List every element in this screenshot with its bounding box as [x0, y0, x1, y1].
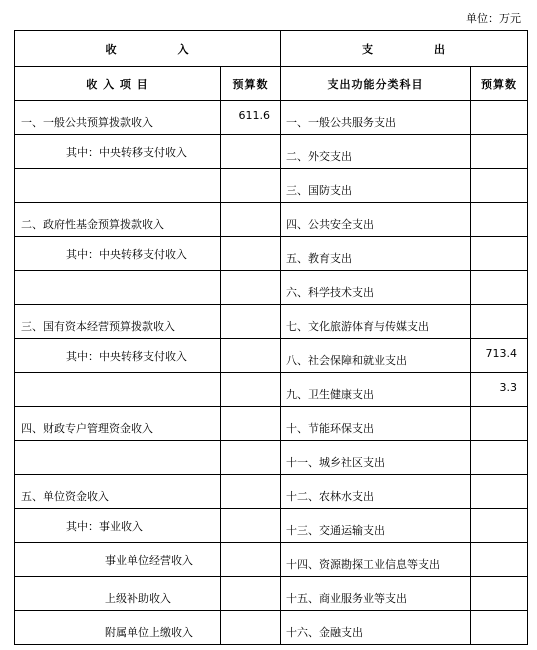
income-amount [221, 373, 281, 407]
table-row [15, 441, 528, 475]
table-row [15, 101, 528, 135]
income-amount [221, 169, 281, 203]
income-item [15, 169, 221, 203]
expense-item: 二、外交支出 [281, 135, 471, 169]
income-item: 四、财政专户管理资金收入 [15, 407, 221, 441]
expense-item: 八、社会保障和就业支出 [281, 339, 471, 373]
income-amount-header: 预算数 [221, 67, 281, 101]
income-amount [221, 305, 281, 339]
income-amount [221, 407, 281, 441]
table-row [15, 339, 528, 373]
expense-item: 十六、金融支出 [281, 611, 471, 645]
income-amount [221, 475, 281, 509]
expense-amount [471, 169, 528, 203]
income-item: 事业单位经营收入 [15, 543, 221, 577]
expense-item: 五、教育支出 [281, 237, 471, 271]
income-item [15, 441, 221, 475]
expense-item-header: 支出功能分类科目 [281, 67, 471, 101]
expense-amount [471, 441, 528, 475]
income-amount [221, 237, 281, 271]
income-item: 其中：中央转移支付收入 [15, 339, 221, 373]
unit-label: 单位：万元 [466, 12, 521, 25]
expense-amount-header: 预算数 [471, 67, 528, 101]
expense-item: 一、一般公共服务支出 [281, 101, 471, 135]
income-amount [221, 271, 281, 305]
income-amount [221, 203, 281, 237]
expense-amount [471, 237, 528, 271]
table-header-row [15, 31, 528, 67]
income-item: 其中：事业收入 [15, 509, 221, 543]
expense-amount [471, 577, 528, 611]
expense-item: 十五、商业服务业等支出 [281, 577, 471, 611]
expense-item: 十三、交通运输支出 [281, 509, 471, 543]
income-item: 二、政府性基金预算拨款收入 [15, 203, 221, 237]
expense-section-header: 支 出 [281, 31, 528, 67]
income-amount [221, 611, 281, 645]
expense-amount [471, 271, 528, 305]
expense-amount [471, 543, 528, 577]
income-amount [221, 339, 281, 373]
income-item [15, 271, 221, 305]
budget-table [14, 30, 528, 645]
income-amount [221, 509, 281, 543]
expense-amount [471, 475, 528, 509]
income-item: 三、国有资本经营预算拨款收入 [15, 305, 221, 339]
table-row [15, 271, 528, 305]
table-row [15, 373, 528, 407]
table-subheader-row [15, 67, 528, 101]
expense-amount: 713.4 [471, 339, 528, 373]
expense-item: 十、节能环保支出 [281, 407, 471, 441]
expense-item: 十二、农林水支出 [281, 475, 471, 509]
income-item [15, 373, 221, 407]
table-row [15, 475, 528, 509]
income-item: 一、一般公共预算拨款收入 [15, 101, 221, 135]
table-row [15, 407, 528, 441]
table-row [15, 543, 528, 577]
income-item-header: 收 入 项 目 [15, 67, 221, 101]
expense-amount [471, 305, 528, 339]
expense-item: 九、卫生健康支出 [281, 373, 471, 407]
table-row [15, 509, 528, 543]
table-row [15, 135, 528, 169]
income-amount [221, 543, 281, 577]
table-row [15, 237, 528, 271]
expense-item: 三、国防支出 [281, 169, 471, 203]
table-row [15, 305, 528, 339]
income-amount [221, 441, 281, 475]
income-item: 其中：中央转移支付收入 [15, 237, 221, 271]
income-item: 上级补助收入 [15, 577, 221, 611]
expense-amount [471, 135, 528, 169]
income-amount [221, 135, 281, 169]
expense-amount [471, 611, 528, 645]
table-row [15, 169, 528, 203]
table-row [15, 611, 528, 645]
expense-item: 六、科学技术支出 [281, 271, 471, 305]
income-item: 其中：中央转移支付收入 [15, 135, 221, 169]
expense-item: 十四、资源勘探工业信息等支出 [281, 543, 471, 577]
income-amount [221, 577, 281, 611]
table-row [15, 577, 528, 611]
expense-amount [471, 509, 528, 543]
income-item: 附属单位上缴收入 [15, 611, 221, 645]
income-amount: 611.6 [221, 101, 281, 135]
expense-amount [471, 203, 528, 237]
table-row [15, 203, 528, 237]
expense-amount [471, 101, 528, 135]
expense-item: 七、文化旅游体育与传媒支出 [281, 305, 471, 339]
expense-amount [471, 407, 528, 441]
expense-amount: 3.3 [471, 373, 528, 407]
income-item: 五、单位资金收入 [15, 475, 221, 509]
expense-item: 四、公共安全支出 [281, 203, 471, 237]
income-section-header: 收 入 [15, 31, 281, 67]
expense-item: 十一、城乡社区支出 [281, 441, 471, 475]
